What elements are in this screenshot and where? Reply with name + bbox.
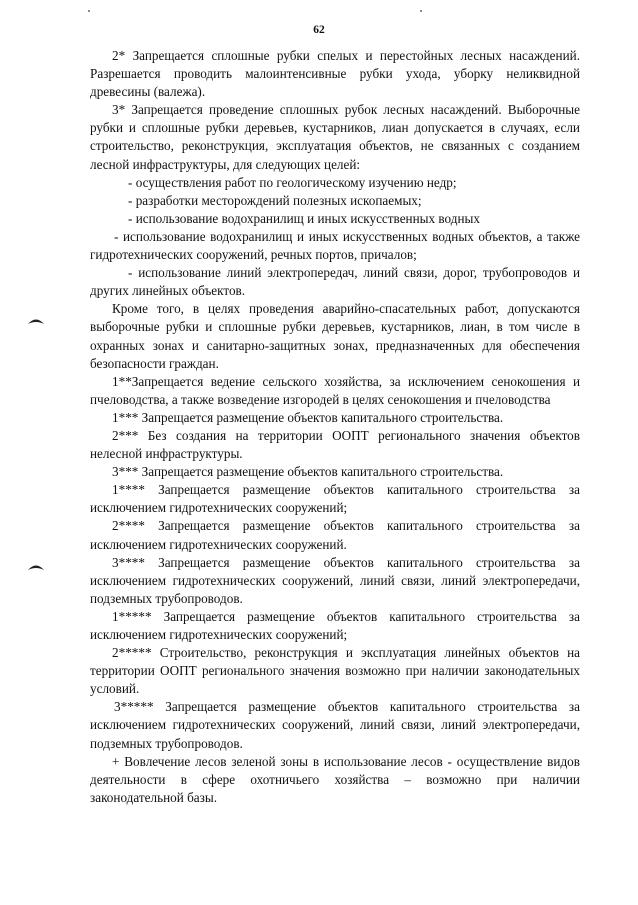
paragraph: 2* Запрещается сплошные рубки спелых и перестойных лесных насаждений. Разрешается проводить малоинтенсивные рубки ухода, уборку неликвидной древесины (валежа). <box>90 48 580 100</box>
punch-hole-mark <box>27 563 45 571</box>
list-item: - использование водохранилищ и иных искусственных водных <box>128 210 480 226</box>
scan-speck <box>420 10 422 12</box>
document-body <box>90 47 580 807</box>
paragraph: 2**** Запрещается размещение объектов капитального строительства за исключением гидротехнических сооружений. <box>90 518 580 552</box>
list-item: - использование водохранилищ и иных искусственных водных объектов, а также гидротехнических сооружений, речных портов, причалов; <box>90 228 580 263</box>
paragraph: 2***** Строительство, реконструкция и эксплуатация линейных объектов на территории ООПТ регионального значения возможно при наличии законодательных условий. <box>90 645 580 697</box>
paragraph: 1*** Запрещается размещение объектов капитального строительства. <box>112 409 504 425</box>
page-number: 62 <box>313 24 325 36</box>
paragraph: 1**** Запрещается размещение объектов капитального строительства за исключением гидротехнических сооружений; <box>90 482 580 516</box>
list-item: - осуществления работ по геологическому изучению недр; <box>128 174 457 190</box>
paragraph: 1***** Запрещается размещение объектов капитального строительства за исключением гидротехнических сооружений; <box>90 608 580 642</box>
paragraph: 3***** Запрещается размещение объектов капитального строительства за исключением гидротехнических сооружений, линий связи, линий электропередачи, подземных трубопроводов. <box>90 699 580 751</box>
paragraph: 3**** Запрещается размещение объектов капитального строительства за исключением гидротехнических сооружений, линий связи, линий электропередачи, подземных трубопроводов. <box>90 554 580 606</box>
scan-speck <box>88 10 90 12</box>
punch-hole-mark <box>27 317 45 325</box>
paragraph: 2*** Без создания на территории ООПТ регионального значения объектов нелесной инфраструктуры. <box>90 427 580 462</box>
paragraph: 1**Запрещается ведение сельского хозяйства, за исключением сенокошения и пчеловодства, а также возведение изгородей в целях сенокошения и пчеловодства <box>90 373 580 407</box>
list-item: - использование линий электропередач, линий связи, дорог, трубопроводов и других линейных объектов. <box>90 265 580 299</box>
paragraph: + Вовлечение лесов зеленой зоны в использование лесов - осуществление видов деятельности в сфере охотничьего хозяйства – возможно при наличии законодательной базы. <box>90 753 580 805</box>
paragraph: 3*** Запрещается размещение объектов капитального строительства. <box>112 464 504 480</box>
list-item: - разработки месторождений полезных ископаемых; <box>128 192 422 208</box>
paragraph: Кроме того, в целях проведения аварийно-спасательных работ, допускаются выборочные рубки и сплошные рубки деревьев, кустарников, лиан, в том числе в охранных зонах и санитарно-защитных зонах, предназначенных для обеспечения безопасности граждан. <box>90 301 580 371</box>
paragraph: 3* Запрещается проведение сплошных рубок лесных насаждений. Выборочные рубки и сплошные рубки деревьев, кустарников, лиан допускается в случаях, если строительство, реконструкция, эксплуатация объектов, не связанных с созданием лесной инфраструктуры, для следующих целей: <box>90 102 580 172</box>
